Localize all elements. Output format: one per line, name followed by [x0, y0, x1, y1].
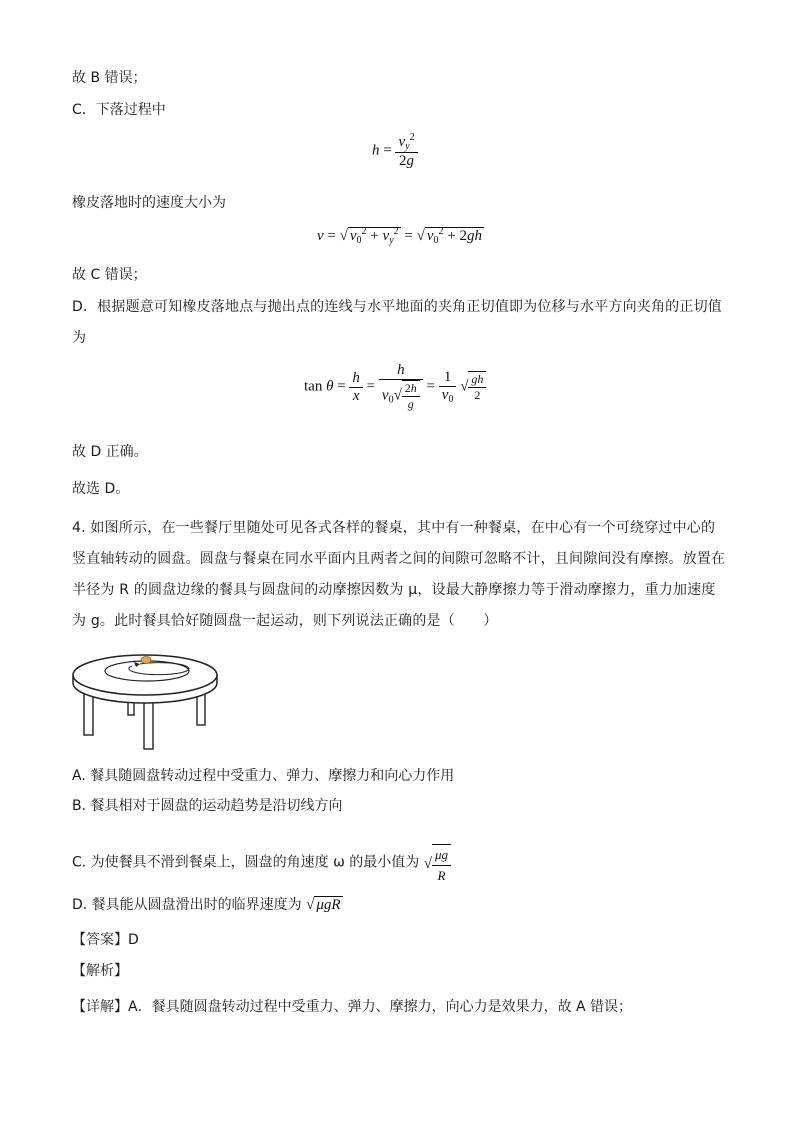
formula-speed: v = √ $v_0^2 + v_y^2$ = √ $v_0^2 + 2gh$: [317, 226, 482, 246]
text-line-d-correct: 故 D 正确。: [72, 444, 148, 460]
text-line-d-analysis: D．根据题意可知橡皮落地点与抛出点的连线与水平地面的夹角正切值即为位移与水平方向夹角的正切值为: [72, 299, 722, 346]
text-line-speed-intro: 橡皮落地时的速度大小为: [72, 195, 226, 211]
rotating-table-figure: [70, 647, 230, 755]
analysis-label: 【解析】: [72, 963, 128, 979]
option-d-text: D. 餐具能从圆盘滑出时的临界速度为: [72, 897, 302, 913]
option-a: A. 餐具随圆盘转动过程中受重力、弹力、摩擦力和向心力作用: [72, 768, 455, 784]
text-line-b-wrong: 故 B 错误；: [72, 70, 147, 86]
answer-label: 【答案】: [72, 932, 128, 948]
question-4-text: 4. 如图所示，在一些餐厅里随处可见各式各样的餐桌，其中有一种餐桌，在中心有一个可绕穿过中心的竖直轴转动的圆盘。圆盘与餐桌在同水平面内且两者之间的间隙可忽略不计，且间隙间没有摩擦。放置在半径为 R 的圆盘边缘的餐具与圆盘间的动摩擦因数为 μ，设最大静摩擦力等于滑动摩擦力，重力加速度为 g。此时餐具恰好随圆盘一起运动，则下列说法正确的是（ ）: [72, 520, 726, 629]
formula-tangent: tan θ = $\frac{h}{x}$ = h $v_0√$ $\frac{2h}{g}$ = $\frac{1}{v_0}$ √ $\frac{gh}{2}$: [304, 362, 486, 412]
detail-text: A．餐具随圆盘转动过程中受重力、弹力、摩擦力，向心力是效果力，故 A 错误；: [128, 999, 633, 1015]
detail-line: [72, 997, 632, 1017]
answer-value: D: [128, 932, 139, 948]
option-c: [72, 842, 451, 884]
formula-height: h = $\frac{v_y^2}{2g}$: [372, 132, 418, 170]
formula-critical-speed: √ μgR: [306, 897, 341, 913]
formula-omega-min: √ $\frac{\mu g}{R}$: [424, 856, 451, 872]
option-c-text: C. 为使餐具不滑到餐桌上，圆盘的角速度 ω 的最小值为: [72, 854, 420, 871]
text-line-c-head: C．下落过程中: [72, 102, 166, 118]
option-d: [72, 895, 343, 915]
text-line-c-wrong: 故 C 错误；: [72, 267, 147, 283]
answer-line: [72, 930, 139, 950]
text-line-choose-d: 故选 D。: [72, 481, 130, 497]
option-b: B. 餐具相对于圆盘的运动趋势是沿切线方向: [72, 798, 343, 814]
detail-label: 【详解】: [72, 999, 128, 1015]
